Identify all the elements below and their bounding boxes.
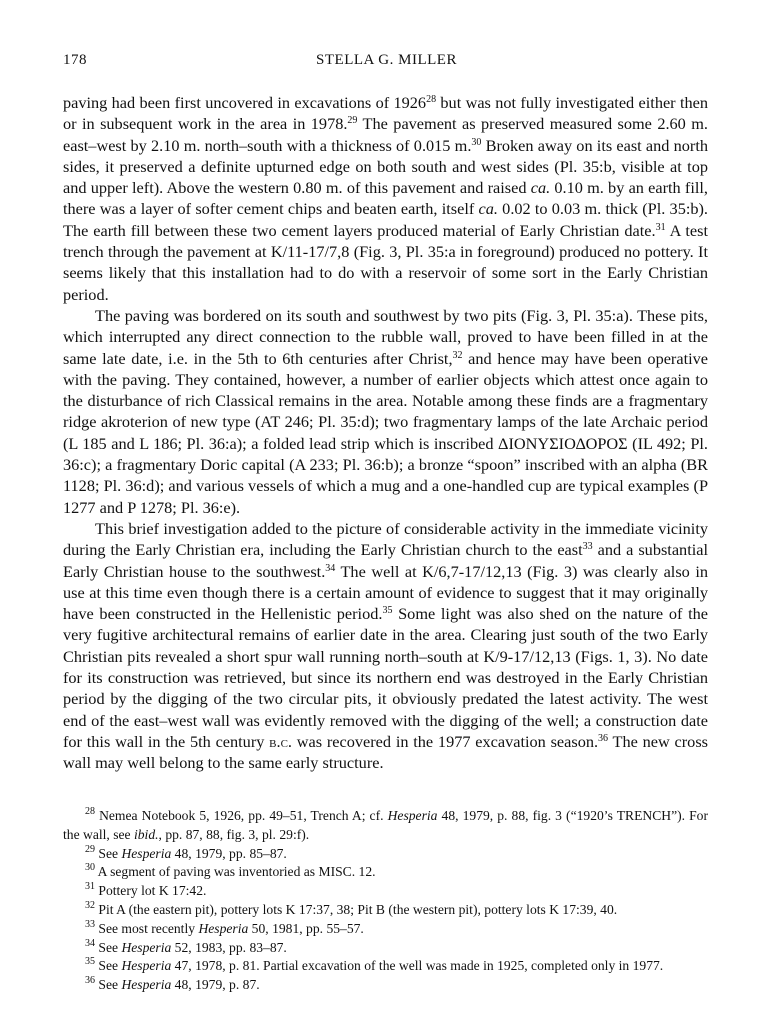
footnote-34 — [63, 939, 708, 958]
footnote-ref-35[interactable]: 35 — [382, 605, 393, 617]
text-run: The new cross wall may well belong to the same early structure. — [63, 731, 708, 773]
text-run: and hence may have been operative with the paving. They contained, however, a number of earlier objects which attest once again to the disturbance of rich Classical remains in the area. Notable among these finds are a fragmentary ridge akroterion of new type (AT 246; Pl. 35:d); two fragmentary lamps of the late Archaic period (L 185 and L 186; Pl. 36:a); a folded lead strip which is inscribed ΔΙΟΝΥΣΙΟΔΟΡΟΣ (IL 492; Pl. 36:c); a fragmentary Doric capital (A 233; Pl. 36:b); a bronze “spoon” inscribed with an alpha (BR 1128; Pl. 36:d); and various vessels of which a mug and a one-handled cup are typical examples (P 1277 and P 1278; Pl. 36:e). — [63, 348, 708, 517]
footnote-36 — [63, 976, 708, 995]
text-run: This brief investigation added to the picture of considerable activity in the immediate vicinity during the Early Christian era, including the Early Christian church to the east — [63, 518, 708, 560]
text-run: and a substantial Early Christian house to the southwest. — [63, 540, 708, 581]
text-run: paving had been first uncovered in excavations of 1926 — [63, 93, 427, 112]
footnote-number: 30 — [85, 862, 95, 874]
text-run: but was not fully investigated either then or in subsequent work in the area in 1978. — [63, 93, 708, 134]
footnote-35 — [63, 957, 708, 976]
text-run: A test trench through the pavement at K/11-17/7,8 (Fig. 3, Pl. 35:a in foreground) produced no pottery. It seems likely that this installation had to do with a reservoir of some sort in the Early Christian period. — [63, 220, 708, 304]
footnote-ref-34[interactable]: 34 — [325, 562, 336, 574]
footnote-ref-33[interactable]: 33 — [582, 541, 593, 553]
footnote-29 — [63, 845, 708, 864]
page-number: 178 — [63, 52, 87, 68]
footnote-text: Pit A (the eastern pit), pottery lots K 17:37, 38; Pit B (the western pit), pottery lots K 17:39, 40. — [95, 901, 618, 917]
footnote-text: See most recently — [95, 920, 199, 936]
paragraph-2 — [63, 305, 708, 518]
footnote-text: 47, 1978, p. 81. Partial excavation of the well was made in 1925, completed only in 1977. — [171, 958, 664, 974]
footnote-text: 48, 1979, pp. 85–87. — [171, 845, 287, 861]
footnote-number: 36 — [85, 975, 95, 987]
text-run: 0.02 to 0.03 m. thick (Pl. 35:b). The earth fill between these two cement layers produced material of Early Christian date. — [63, 199, 708, 240]
journal-title: Hesperia — [387, 808, 438, 823]
footnote-text: 48, 1979, p. 87. — [171, 977, 260, 993]
text-run: 0.10 m. by an earth fill, there was a layer of softer cement chips and beaten earth, itself — [63, 178, 708, 219]
body-text — [63, 92, 708, 774]
italic-ca: ca. — [530, 178, 551, 198]
footnote-ref-29[interactable]: 29 — [347, 115, 358, 127]
paragraph-3 — [63, 518, 708, 774]
footnote-number: 31 — [85, 881, 95, 893]
journal-title: Hesperia — [121, 977, 172, 993]
journal-title: Hesperia — [121, 845, 172, 861]
footnote-number: 28 — [85, 806, 95, 817]
footnote-number: 33 — [85, 918, 95, 930]
journal-title: Hesperia — [121, 939, 172, 955]
italic-ca: ca. — [478, 199, 498, 219]
footnote-28 — [63, 807, 708, 845]
text-run: The pavement as preserved measured some 2.60 m. east–west by 2.10 m. north–south with a thickness of 0.015 m. — [63, 114, 708, 155]
footnote-32 — [63, 901, 708, 920]
text-run: Some light was also shed on the nature of the very fugitive architectural remains of earlier date in the area. Clearing just south of the two Early Christian pits revealed a short spur wall running north–south at K/9-17/12,13 (Figs. 1, 3). No date for its construction was retrieved, but since its northern end was destroyed in the Early Christian period by the digging of the two circular pits, it obviously predated the latest activity. The west end of the east–west wall was evidently removed with the digging of the well; a construction date for this wall in the 5th century — [63, 604, 709, 751]
footnote-31 — [63, 882, 708, 901]
footnote-text: See — [95, 958, 122, 974]
footnote-text: See — [95, 845, 122, 861]
text-run: The well at K/6,7-17/12,13 (Fig. 3) was clearly also in use at this time even though there is a certain amount of evidence to suggest that it may originally have been constructed in the Hellenistic period. — [63, 561, 708, 624]
footnote-text: Pottery lot K 17:42. — [95, 883, 207, 899]
footnote-text: 52, 1983, pp. 83–87. — [171, 939, 287, 955]
footnote-number: 32 — [85, 899, 95, 911]
footnote-text: See — [95, 977, 122, 993]
small-caps-bc: b.c. — [269, 731, 292, 751]
footnote-text: , pp. 87, 88, fig. 3, pl. 29:f). — [158, 826, 310, 842]
footnote-text: 50, 1981, pp. 55–57. — [248, 920, 364, 936]
paragraph-1 — [63, 92, 708, 305]
footnote-number: 34 — [85, 937, 95, 949]
footnotes — [63, 807, 708, 995]
footnote-ref-30[interactable]: 30 — [471, 136, 482, 148]
footnote-30 — [63, 863, 708, 882]
footnote-text: 48, 1979, p. 88, fig. 3 (“1920’s TRENCH”). For the wall, see — [63, 808, 708, 842]
footnote-number: 35 — [85, 956, 95, 968]
footnote-ref-32[interactable]: 32 — [452, 349, 463, 361]
footnote-ref-31[interactable]: 31 — [655, 221, 666, 233]
footnote-text: See — [95, 939, 122, 955]
italic-ibid: ibid. — [133, 826, 159, 842]
footnote-ref-36[interactable]: 36 — [598, 732, 609, 744]
footnote-text: A segment of paving was inventoried as MISC. 12. — [95, 864, 376, 880]
footnote-text: Nemea Notebook 5, 1926, pp. 49–51, Trench A; cf. — [95, 808, 388, 823]
journal-title: Hesperia — [121, 958, 172, 974]
footnote-number: 29 — [85, 843, 95, 855]
footnote-ref-28[interactable]: 28 — [426, 94, 437, 105]
text-run: was recovered in the 1977 excavation season. — [292, 731, 599, 751]
footnote-33 — [63, 920, 708, 939]
text-run: The paving was bordered on its south and southwest by two pits (Fig. 3, Pl. 35:a). These pits, which interrupted any direct connection to the rubble wall, proved to have been filled in at the same late date, i.e. in the 5th to 6th centuries after Christ, — [63, 305, 708, 368]
text-run: Broken away on its east and north sides, it preserved a definite upturned edge on both south and west sides (Pl. 35:b, visible at top and upper left). Above the western 0.80 m. of this pavement and raised — [63, 135, 708, 198]
journal-title: Hesperia — [198, 920, 249, 936]
running-head-author: STELLA G. MILLER — [316, 52, 457, 68]
